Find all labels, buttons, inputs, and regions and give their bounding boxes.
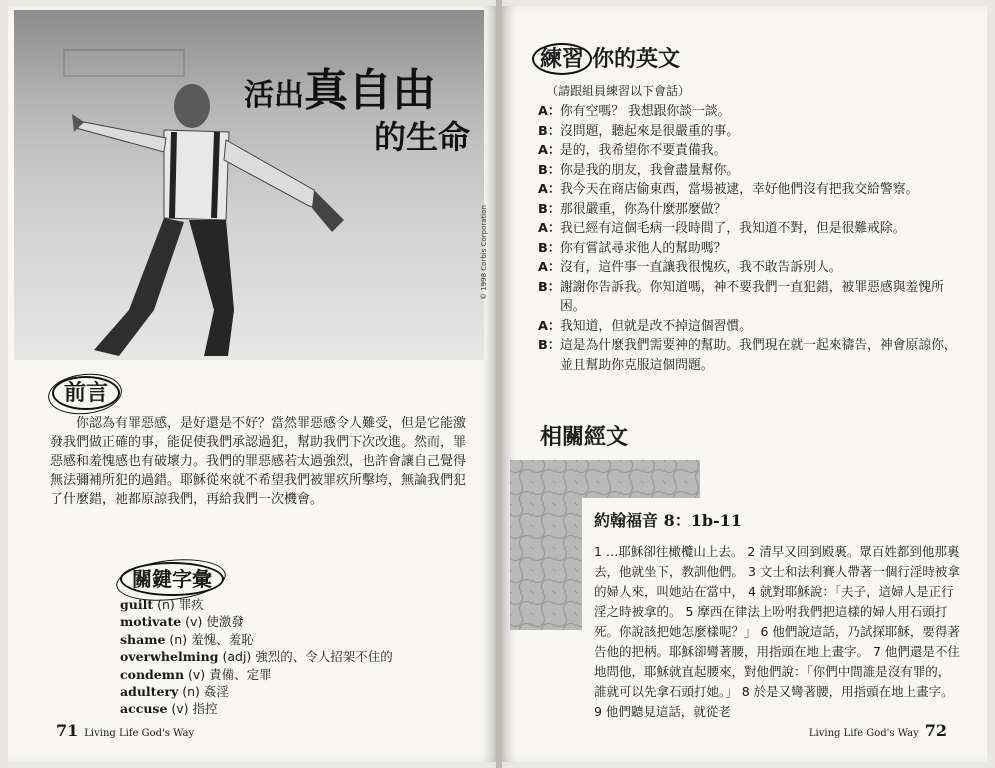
book-title: Living Life God's Way xyxy=(808,728,919,739)
dialogue-line: A： 我知道，但就是改不掉這個習慣。 xyxy=(538,318,752,334)
left-page xyxy=(8,6,496,762)
page-footer-left xyxy=(56,721,200,740)
page-title-line1 xyxy=(244,54,436,118)
dialogue-line: B： 這是為什麼我們需要神的幫助。我們現在就一起來禱告，神會原諒你，並且幫助你克服這個問題。 xyxy=(538,338,957,373)
title-prefix: 活出 xyxy=(244,78,304,113)
dialogue-line: B： 你有嘗試尋求他人的幫助嗎？ xyxy=(538,240,727,256)
page-title-line2: 的生命 xyxy=(374,118,471,156)
dialogue-line: B： 那很嚴重，你為什麼那麼做？ xyxy=(538,201,727,217)
related-heading: 相關經文 xyxy=(540,424,629,450)
dialogue-line: A： 沒有，這件事一直讓我很愧疚，我不敢告訴別人。 xyxy=(538,260,842,275)
dialogue-line: B： 謝謝你告訴我。你知道嗎，神不要我們一直犯錯，被罪惡感與羞愧所困。 xyxy=(538,279,944,314)
practice-note: （請跟組員練習以下會話） xyxy=(546,84,691,98)
intro-paragraph: 你認為有罪惡感，是好還是不好？當然罪惡感令人難受，但是它能激發我們做正確的事，能促使我們承認過犯，幫助我們下次改進。然而，罪惡感和羞愧感也有破壞力。我們的罪惡感若太過強烈，也許會讓自己覺得無法彌補所犯的過錯。耶穌從來就不希望我們被罪疚所擊垮，無論我們犯了什麼錯，祂都原諒我們，再給我們一次機會。 xyxy=(50,416,467,507)
dialogue-line: A： 是的，我希望你不要責備我。 xyxy=(538,143,727,158)
vocab-item: overwhelming (adj) 強烈的、令人招架不住的 xyxy=(120,649,393,665)
dialogue-line: B： 沒問題，聽起來是很嚴重的事。 xyxy=(538,123,740,139)
page-footer-right xyxy=(803,721,947,740)
practice-heading xyxy=(532,42,680,75)
vocab-item: adultery (n) 姦淫 xyxy=(120,684,229,700)
dialogue-line: A： 你有空嗎？ 我想跟你談一談。 xyxy=(538,104,731,119)
dialogue-line: A： 我已經有這個毛病一段時間了，我知道不對，但是很難戒除。 xyxy=(538,221,906,236)
right-page xyxy=(502,6,987,762)
vocab-item: condemn (v) 責備、定罪 xyxy=(120,666,272,682)
scripture-box xyxy=(582,498,972,730)
dialogue-line: A： 我今天在商店偷東西，當場被逮，幸好他們沒有把我交給警察。 xyxy=(538,182,919,197)
practice-heading-rest: 你的英文 xyxy=(592,46,681,72)
vocab-heading: 關鍵字彙 xyxy=(120,562,224,596)
intro-heading: 前言 xyxy=(52,376,120,410)
dialogue xyxy=(538,102,968,375)
scripture-reference: 約翰福音 8：1b-11 xyxy=(594,511,742,530)
vocab-item: shame (n) 羞愧、羞恥 xyxy=(120,631,254,647)
vocab-list xyxy=(120,596,393,718)
vocab-item: accuse (v) 指控 xyxy=(120,701,218,717)
vocab-item: motivate (v) 使激發 xyxy=(120,614,244,630)
page-number: 72 xyxy=(924,721,947,740)
page-number: 71 xyxy=(56,721,79,740)
cover-photo xyxy=(14,10,488,360)
book-title: Living Life God's Way xyxy=(84,728,195,739)
vocab-item: guilt (n) 罪疚 xyxy=(120,597,204,612)
practice-heading-circled: 練習 xyxy=(532,43,592,75)
title-emphasis: 真自由 xyxy=(304,65,436,116)
photo-credit: © 1998 Corbis Corporation xyxy=(480,205,488,300)
dialogue-line: B： 你是我的朋友，我會盡量幫你。 xyxy=(538,162,740,178)
scripture-text: 1 …耶穌卻往橄欖山上去。 2 清早又回到殿裏。眾百姓都到他那裏去，他就坐下，教訓他們。 3 文士和法利賽人帶著一個行淫時被拿的婦人來，叫她站在當中， 4 就對耶穌說：「夫子，這婦人是正行淫之時被拿的。 5 摩西在律法上吩咐我們把這樣的婦人用石頭打死。你說該把她怎麼樣呢？」 6 他們說這話，乃試探耶穌，要得著告他的把柄。耶穌卻彎著腰，用指頭在地上畫字。 7 他們還是不住地問他，耶穌就直起腰來，對他們說：「你們中間誰是沒有罪的，誰就可以先拿石頭打她。」 8 於是又彎著腰，用指頭在地上畫字。 9 他們聽見這話，就從老 xyxy=(594,544,960,719)
